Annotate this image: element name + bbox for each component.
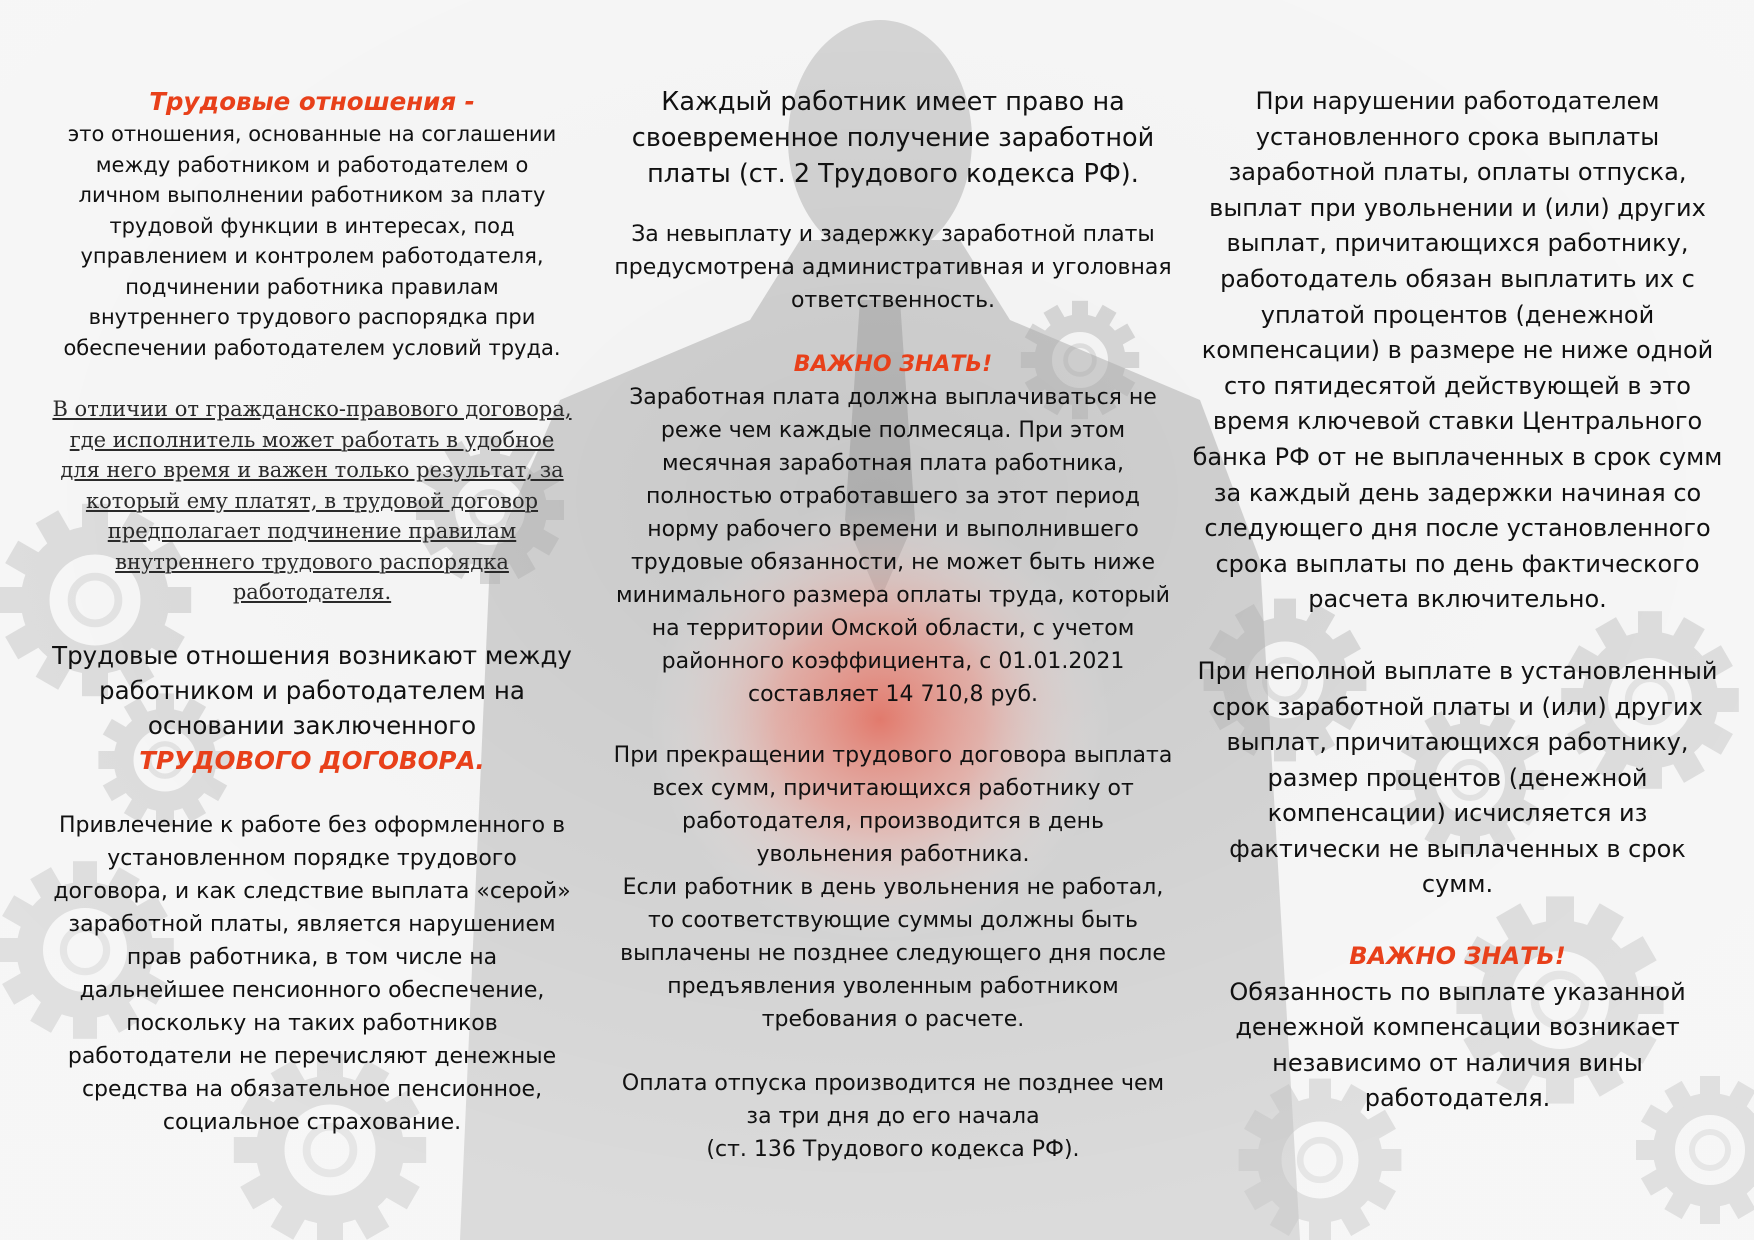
grey-salary-warning: Привлечение к работе без оформленного в установленном порядке трудового договора, и как следствие выплата «серой» заработной платы, является нарушением прав работника, в том числе на дальнейшее пенсионного обеспечение, поскольку на таких работников работодатели не перечисляют денежные средства на обязательное пенсионное, социальное страхование. (53, 812, 571, 1135)
heading-labor-relations: Трудовые отношения - (149, 87, 475, 116)
salary-liability: За невыплату и задержку заработной платы предусмотрена административная и уголовная ответственность. (614, 222, 1172, 313)
salary-right: Каждый работник имеет право на своевременное получение заработной платы (ст. 2 Трудового кодекса РФ). (631, 87, 1155, 189)
partial-payment-compensation: При неполной выплате в установленный срок заработной платы и (или) других выплат, причитающихся работнику, размер процентов (денежной компенсации) исчисляется из фактически не выплаченных в срок сумм. (1197, 656, 1718, 899)
important-notice-label: ВАЖНО ЗНАТЬ! (1349, 942, 1566, 971)
compensation-obligation: Обязанность по выплате указанной денежной компенсации возникает независимо от наличия вины работодателя. (1229, 977, 1686, 1113)
column-compensation (1190, 84, 1725, 1117)
labor-relations-definition: это отношения, основанные на соглашении между работником и работодателем о личном выполнении работником за плату трудовой функции в интересах, под управлением и контролем работодателя, подчинении работника правилам внутреннего трудового распорядка при обеспечении работодателем условий труда. (63, 122, 561, 360)
vacation-article-ref: (ст. 136 Трудового кодекса РФ). (706, 1137, 1080, 1162)
labor-contract-label: ТРУДОВОГО ДОГОВОРА. (139, 745, 485, 775)
important-notice-label: ВАЖНО ЗНАТЬ! (793, 352, 993, 377)
column-labor-relations (52, 84, 572, 1139)
salary-frequency-mrot: Заработная плата должна выплачиваться не реже чем каждые полмесяца. При этом месячная заработная плата работника, полностью отработавшего за этот период норму рабочего времени и выполнившего трудовые обязанности, не может быть ниже минимального размера оплаты труда, который на территории Омской области, с учетом районного коэффициента, с 01.01.2021 составляет 14 710,8 руб. (616, 385, 1170, 707)
termination-payment: При прекращении трудового договора выплата всех сумм, причитающихся работнику от работодателя, производится в день увольнения работника. (613, 743, 1173, 867)
civil-contract-comparison: В отличии от гражданско-правового договора, где исполнитель может работать в удобное для него время и важен только результат, за который ему платят, в трудовой договор предполагает подчинение правилам внутреннего трудового распорядка работодателя. (52, 397, 572, 604)
not-working-on-dismissal: Если работник в день увольнения не работал, то соответствующие суммы должны быть выплачены не позднее следующего дня после предъявления уволенным работником требования о расчете. (620, 875, 1166, 1032)
labor-relations-arise: Трудовые отношения возникают между работником и работодателем на основании заключенного (52, 640, 572, 740)
late-payment-compensation: При нарушении работодателем установленного срока выплаты заработной платы, оплаты отпуска, выплат при увольнении и (или) других выплат, причитающихся работнику, работодатель обязан выплатить их с уплатой процентов (денежной компенсации) в размере не ниже одной сто пятидесятой действующей в это время ключевой ставки Центрального банка РФ от не выплаченных в срок сумм за каждый день задержки начиная со следующего дня после установленного срока выплаты по день фактического расчета включительно. (1192, 87, 1723, 614)
column-salary-rights (612, 84, 1174, 1166)
vacation-payment: Оплата отпуска производится не позднее чем за три дня до его начала (621, 1071, 1165, 1129)
